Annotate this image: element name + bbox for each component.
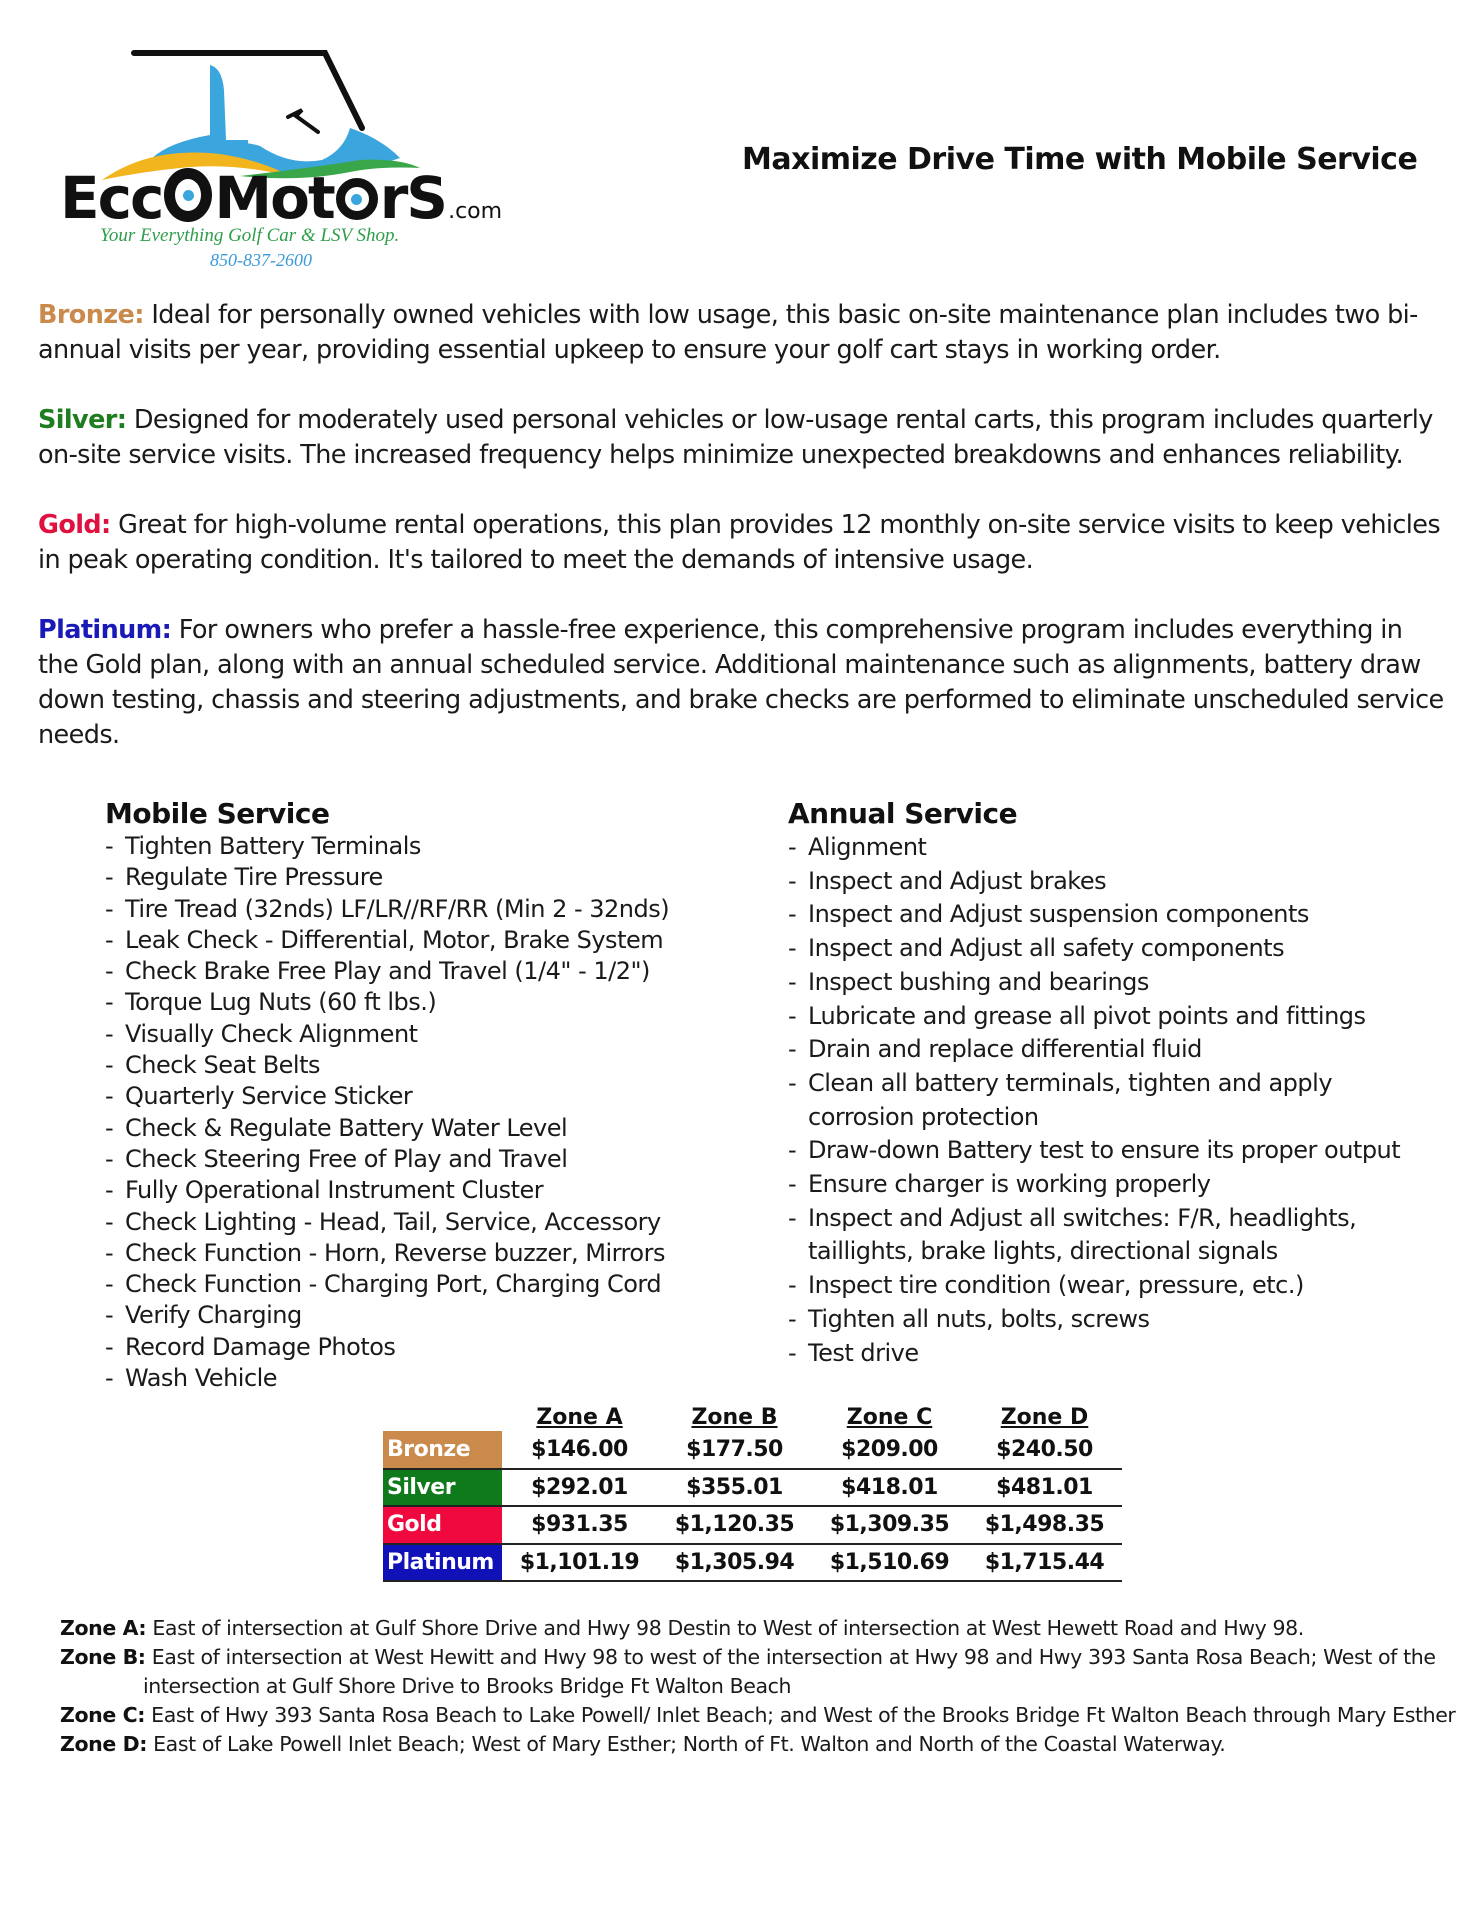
plan-description: Ideal for personally owned vehicles with low usage, this basic on-site maintenance plan includes two bi-annual visits per year, providing essential upkeep to ensure your golf cart stays in working order. xyxy=(38,300,1418,365)
list-item: - Torque Lug Nuts (60 ft lbs.) xyxy=(105,987,745,1018)
mobile-service-list xyxy=(105,831,745,1394)
list-item: - Check Lighting - Head, Tail, Service, Accessory xyxy=(105,1207,745,1238)
list-item: - Inspect bushing and bearings xyxy=(788,966,1468,1000)
list-item: - Inspect and Adjust brakes xyxy=(788,865,1468,899)
list-item: - Record Damage Photos xyxy=(105,1332,745,1363)
list-item: - Verify Charging xyxy=(105,1300,745,1331)
list-item: - Leak Check - Differential, Motor, Brake System xyxy=(105,925,745,956)
price-cell: $1,510.69 xyxy=(812,1544,967,1582)
tier-label: Silver: xyxy=(38,405,127,435)
table-header-row xyxy=(383,1398,1122,1431)
table-row xyxy=(383,1431,1122,1469)
price-cell: $355.01 xyxy=(657,1469,812,1507)
zone-b-description xyxy=(60,1643,1460,1701)
list-item: - Wash Vehicle xyxy=(105,1363,745,1394)
plan-description: Great for high-volume rental operations, this plan provides 12 monthly on-site service visits to keep vehicles in peak operating condition. It's tailored to meet the demands of intensive usage. xyxy=(38,510,1441,575)
list-item: - Regulate Tire Pressure xyxy=(105,862,745,893)
page-title: Maximize Drive Time with Mobile Service xyxy=(742,142,1418,177)
zone-descriptions xyxy=(60,1614,1460,1759)
list-item: - Inspect and Adjust all safety components xyxy=(788,932,1468,966)
phone-number: 850-837-2600 xyxy=(210,250,312,270)
zone-label: Zone B: xyxy=(60,1645,146,1669)
zone-text: East of Hwy 393 Santa Rosa Beach to Lake Powell/ Inlet Beach; and West of the Brooks Bridge Ft Walton Beach through Mary Esther xyxy=(151,1703,1456,1727)
tier-label: Platinum: xyxy=(38,615,172,645)
zone-label: Zone D: xyxy=(60,1732,147,1756)
tier-cell-silver: Silver xyxy=(383,1469,502,1507)
mobile-service-section xyxy=(105,797,745,1394)
list-item: - Tighten all nuts, bolts, screws xyxy=(788,1303,1468,1337)
list-item: - Visually Check Alignment xyxy=(105,1019,745,1050)
list-item: - Draw-down Battery test to ensure its proper output xyxy=(788,1134,1468,1168)
list-item: - Inspect and Adjust suspension components xyxy=(788,898,1468,932)
annual-service-list xyxy=(788,831,1468,1370)
price-cell: $1,101.19 xyxy=(502,1544,657,1582)
list-item: - Ensure charger is working properly xyxy=(788,1168,1468,1202)
table-row xyxy=(383,1506,1122,1544)
plan-platinum xyxy=(38,613,1448,753)
tier-cell-bronze: Bronze xyxy=(383,1431,502,1469)
list-item: - Check Function - Charging Port, Charging Cord xyxy=(105,1269,745,1300)
price-cell: $1,120.35 xyxy=(657,1506,812,1544)
corner-cell xyxy=(383,1398,502,1431)
zone-d-description xyxy=(60,1730,1460,1759)
price-cell: $209.00 xyxy=(812,1431,967,1469)
company-logo xyxy=(60,50,503,275)
price-cell: $146.00 xyxy=(502,1431,657,1469)
plan-description: For owners who prefer a hassle-free experience, this comprehensive program includes everything in the Gold plan, along with an annual scheduled service. Additional maintenance such as alignments, battery draw down testing, chassis and steering adjustments, and brake checks are performed to eliminate unscheduled service needs. xyxy=(38,615,1444,750)
column-header: Zone D xyxy=(1000,1405,1089,1430)
logo-tagline: Your Everything Golf Car & LSV Shop. xyxy=(100,225,400,246)
golf-cart-icon xyxy=(60,50,490,180)
price-cell: $1,309.35 xyxy=(812,1506,967,1544)
zone-text: East of intersection at West Hewitt and Hwy 98 to west of the intersection at Hwy 98 and Hwy 393 Santa Rosa Beach; West of the intersection at Gulf Shore Drive to Brooks Bridge Ft Walton Beach xyxy=(143,1645,1436,1698)
list-item: - Drain and replace differential fluid xyxy=(788,1033,1468,1067)
tier-cell-platinum: Platinum xyxy=(383,1544,502,1582)
tier-cell-gold: Gold xyxy=(383,1506,502,1544)
column-header: Zone B xyxy=(691,1405,778,1430)
table-row xyxy=(383,1544,1122,1582)
zone-text: East of Lake Powell Inlet Beach; West of Mary Esther; North of Ft. Walton and North of the Coastal Waterway. xyxy=(153,1732,1226,1756)
list-item: - Tire Tread (32nds) LF/LR//RF/RR (Min 2 - 32nds) xyxy=(105,894,745,925)
price-cell: $292.01 xyxy=(502,1469,657,1507)
plan-descriptions xyxy=(38,298,1448,788)
list-item: - Inspect tire condition (wear, pressure, etc.) xyxy=(788,1269,1468,1303)
tier-label: Bronze: xyxy=(38,300,144,330)
zone-label: Zone C: xyxy=(60,1703,146,1727)
list-item: - Inspect and Adjust all switches: F/R, headlights, taillights, brake lights, directional signals xyxy=(788,1202,1408,1269)
zone-a-description xyxy=(60,1614,1460,1643)
list-item: - Check Function - Horn, Reverse buzzer, Mirrors xyxy=(105,1238,745,1269)
price-cell: $1,715.44 xyxy=(967,1544,1122,1582)
section-heading: Annual Service xyxy=(788,797,1018,830)
plan-silver xyxy=(38,403,1448,473)
list-item: - Quarterly Service Sticker xyxy=(105,1081,745,1112)
list-item: - Fully Operational Instrument Cluster xyxy=(105,1175,745,1206)
pricing-table xyxy=(383,1398,1122,1582)
list-item: - Check Seat Belts xyxy=(105,1050,745,1081)
list-item: - Test drive xyxy=(788,1337,1468,1371)
list-item: - Tighten Battery Terminals xyxy=(105,831,745,862)
zone-label: Zone A: xyxy=(60,1616,147,1640)
plan-bronze xyxy=(38,298,1448,368)
list-item: - Check Brake Free Play and Travel (1/4" - 1/2") xyxy=(105,956,745,987)
plan-gold xyxy=(38,508,1448,578)
price-cell: $481.01 xyxy=(967,1469,1122,1507)
logo-wheel-icon xyxy=(164,168,212,222)
list-item: - Clean all battery terminals, tighten and apply corrosion protection xyxy=(788,1067,1388,1134)
list-item: - Lubricate and grease all pivot points and fittings xyxy=(788,1000,1468,1034)
zone-c-description xyxy=(60,1701,1460,1730)
column-header: Zone A xyxy=(536,1405,623,1430)
zone-text: East of intersection at Gulf Shore Drive and Hwy 98 Destin to West of intersection at West Hewett Road and Hwy 98. xyxy=(152,1616,1304,1640)
price-cell: $1,305.94 xyxy=(657,1544,812,1582)
section-heading: Mobile Service xyxy=(105,797,330,830)
logo-wheel-icon xyxy=(336,178,378,220)
price-cell: $418.01 xyxy=(812,1469,967,1507)
price-cell: $177.50 xyxy=(657,1431,812,1469)
price-cell: $931.35 xyxy=(502,1506,657,1544)
tier-label: Gold: xyxy=(38,510,111,540)
table-row xyxy=(383,1469,1122,1507)
price-cell: $240.50 xyxy=(967,1431,1122,1469)
price-cell: $1,498.35 xyxy=(967,1506,1122,1544)
logo-wordmark: Ecc Mot rS.com xyxy=(60,164,503,232)
annual-service-section xyxy=(788,797,1468,1370)
plan-description: Designed for moderately used personal vehicles or low-usage rental carts, this program includes quarterly on-site service visits. The increased frequency helps minimize unexpected breakdowns and enhances reliability. xyxy=(38,405,1433,470)
column-header: Zone C xyxy=(846,1405,933,1430)
list-item: - Alignment xyxy=(788,831,1468,865)
list-item: - Check & Regulate Battery Water Level xyxy=(105,1113,745,1144)
list-item: - Check Steering Free of Play and Travel xyxy=(105,1144,745,1175)
